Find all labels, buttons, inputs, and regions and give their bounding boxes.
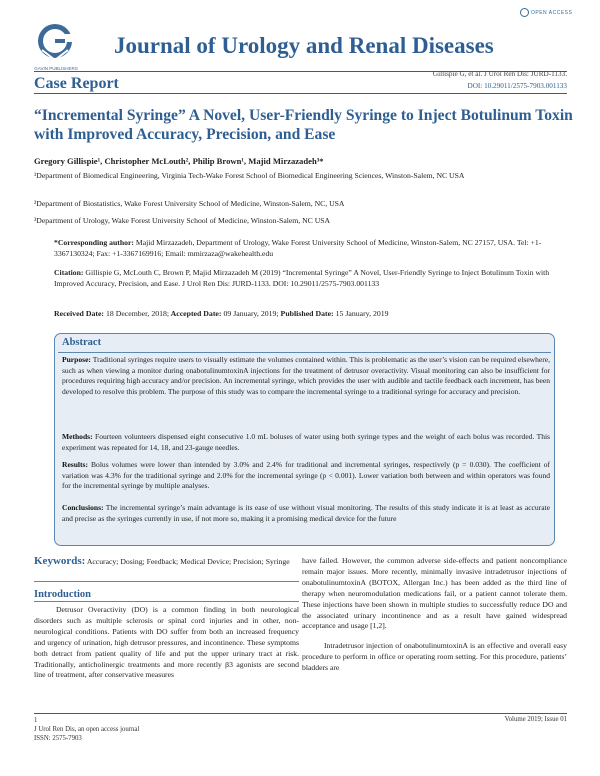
open-access-badge: OPEN ACCESS	[520, 8, 572, 17]
accepted-date: 09 January, 2019;	[221, 309, 279, 318]
introduction-right-column	[302, 556, 567, 674]
abstract-conclusions	[62, 503, 550, 524]
abstract-results	[62, 460, 550, 492]
abstract-purpose	[62, 355, 550, 397]
introduction-paragraph-1: Detrusor Overactivity (DO) is a common finding in both neurological disorders such as multiple sclerosis or spinal cord injuries and in other, non-neurological conditions. Patients with DO suffer from both an increased frequency and urgency of urination, high detrusor pressures, and incontinence. These symptoms both detract from patient quality of life and put the upper urinary tract at risk. Traditionally, anticholinergic treatments and more recently β3 agonists are second line of treatment, after conservative measures	[34, 605, 299, 680]
footer-issn: ISSN: 2575-7903	[34, 735, 82, 743]
citation-text: Gillispie G, McLouth C, Brown P, Majid Mirzazadeh M (2019) “Incremental Syringe” A Novel, User-Friendly Syringe to Inject Botulinum Toxin with Improved Accuracy, Precision, and Ease. J Urol Ren Dis: JURD-1133. DOI: 10.29011/2575-7903.001133	[54, 268, 550, 288]
accepted-label: Accepted Date:	[169, 309, 222, 318]
citation	[54, 267, 567, 289]
affiliation-3: ³Department of Urology, Wake Forest University School of Medicine, Winston-Salem, NC USA	[34, 216, 331, 225]
conclusions-label: Conclusions:	[62, 503, 104, 512]
purpose-text: Traditional syringes require users to visually estimate the volumes contained within. This is problematic as the user’s vision can be required elsewhere, such as when viewing a monitor during onabotulinumtoxinA injections for the treatment of detrusor overactivity. Visual monitoring can also be insufficient for procedures requiring high accuracy and/or precision. An incremental syringe, which provides the user with audible and tactile feedback each increment, has been developed to resolve this problem. The purpose of this study was to compare the incremental syringe to a traditional syringe for accuracy and precision.	[62, 355, 550, 396]
keywords-label: Keywords:	[34, 555, 86, 567]
keywords	[34, 556, 299, 567]
corresponding-author	[54, 237, 567, 259]
footer-divider	[34, 713, 567, 714]
received-label: Received Date:	[54, 309, 105, 318]
published-label: Published Date:	[278, 309, 334, 318]
conclusions-text: The incremental syringe’s main advantage is its ease of use without visual monitoring. The results of this study indicate it is at least as accurate and precise as the syringes currently in use, if not more so, making it a promising medical device for the future	[62, 503, 550, 523]
corresponding-text: Majid Mirzazadeh, Department of Urology, Wake Forest University School of Medicine, Winston-Salem, NC 27157, USA. Tel: +1-3367130324; Fax: +1-3367169916; Email: mmirzaza@wakehealth.edu	[54, 238, 542, 258]
footer-volume: Volume 2019; Issue 01	[504, 716, 567, 723]
keywords-text: Accuracy; Dosing; Feedback; Medical Device; Precision; Syringe	[85, 557, 290, 566]
introduction-left-column	[34, 605, 299, 681]
footer-journal: J Urol Ren Dis, an open access journal	[34, 726, 140, 734]
results-text: Bolus volumes were lower than intended by 3.0% and 2.4% for traditional and incremental syringes, respectively (p = 0.030). The coefficient of variation was 4.3% for the traditional syringe and 2.0% for the incremental syringe (p < 0.001). Lower variation both between and within operators was found for the incremental syringe by multiple analyses.	[62, 460, 550, 491]
publisher-name: GAVIN PUBLISHERS	[34, 66, 78, 71]
results-label: Results:	[62, 460, 88, 469]
keywords-divider	[34, 581, 299, 582]
introduction-heading: Introduction	[34, 589, 91, 600]
abstract-heading: Abstract	[62, 337, 102, 348]
doi-link[interactable]: DOI: 10.29011/2575-7903.001133	[467, 82, 567, 90]
publisher-logo	[34, 20, 76, 66]
corresponding-label: *Corresponding author:	[54, 238, 134, 247]
header-divider-2	[34, 93, 567, 94]
article-title: “Incremental Syringe” A Novel, User-Friendly Syringe to Inject Botulinum Toxin with Improved Accuracy, Precision, and Ease	[34, 107, 573, 143]
methods-text: Fourteen volunteers dispensed eight consecutive 1.0 mL boluses of water using both syringe types and the weight of each bolus was recorded. This experiment was repeated for 14, 18, and 23-gauge needles.	[62, 432, 550, 452]
received-date: 18 December, 2018;	[104, 309, 170, 318]
introduction-paragraph-2: Intradetrusor injection of onabotulinumtoxinA is an effective and overall easy procedure to perform in office or operating room setting. For this procedure, patients’ bladders are	[302, 641, 567, 673]
abstract-methods	[62, 432, 550, 453]
abstract-divider	[58, 352, 551, 353]
article-dates	[54, 309, 567, 318]
published-date: 15 January, 2019	[333, 309, 389, 318]
page-number: 1	[34, 717, 38, 724]
introduction-divider	[34, 601, 299, 602]
article-type: Case Report	[34, 75, 119, 92]
purpose-label: Purpose:	[62, 355, 91, 364]
affiliation-1: ¹Department of Biomedical Engineering, Virginia Tech-Wake Forest School of Biomedical Engineering Sciences, Winston-Salem, NC USA	[34, 171, 465, 180]
citation-label: Citation:	[54, 268, 84, 277]
journal-title: Journal of Urology and Renal Diseases	[114, 33, 494, 58]
methods-label: Methods:	[62, 432, 93, 441]
footer-left	[34, 716, 139, 744]
open-access-icon	[520, 8, 529, 17]
affiliation-2: ²Department of Biostatistics, Wake Forest University School of Medicine, Winston-Salem, NC, USA	[34, 199, 345, 208]
short-citation: Gillispie G, et al. J Urol Ren Dis: JURD-1133.	[432, 70, 567, 78]
author-list: Gregory Gillispie¹, Christopher McLouth², Philip Brown¹, Majid Mirzazadeh³*	[34, 156, 324, 166]
introduction-paragraph-1-cont: have failed. However, the common adverse side-effects and patient noncompliance remain major issues. More recently, minimally invasive intradetrusor injections of onabotulinumtoxinA (BOTOX, Allergan Inc.) has been added as the third line of therapy when neuromodulation medications fail, or a patient cannot tolerate them. These injections have been shown in multiple studies to successfully reduce DO and the associated urinary incontinence and as a result have gained widespread acceptance and usage [1,2].	[302, 556, 567, 631]
